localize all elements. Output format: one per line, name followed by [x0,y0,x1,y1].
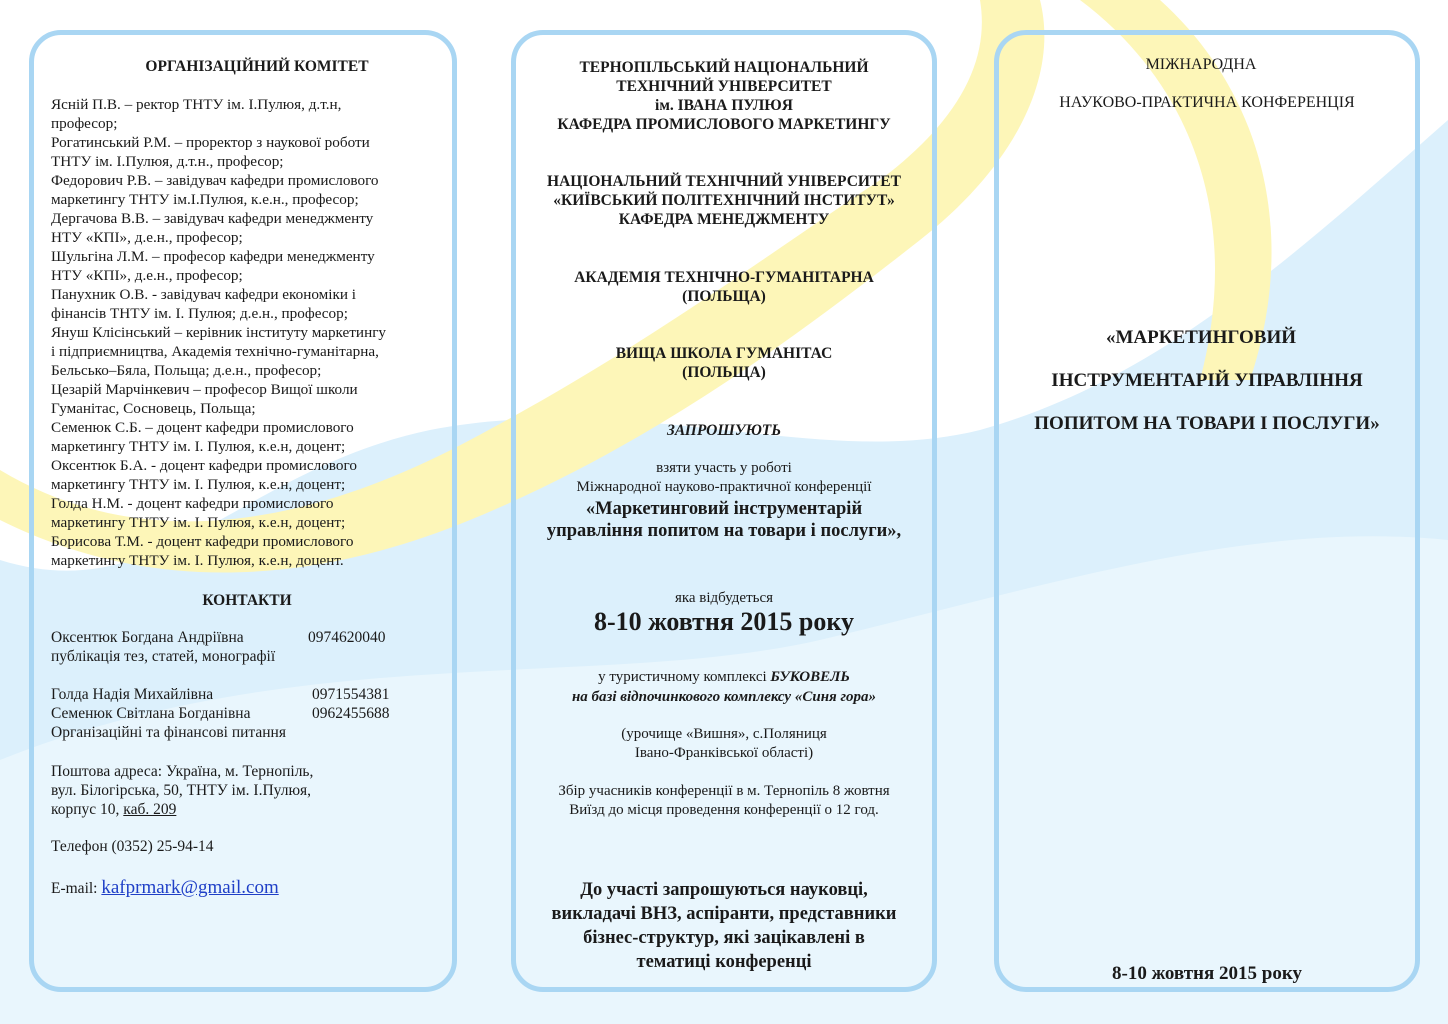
committee-line: професор; [51,115,118,132]
departure-note: Виїзд до місця проведення конференції о 12 год. [569,802,879,818]
venue-base: на базі відпочинкового комплексу «Синя гора» [571,689,877,705]
conference-kind-line: НАУКОВО-ПРАКТИЧНА КОНФЕРЕНЦІЯ [1059,94,1355,111]
phone-line: Телефон (0352) 25-94-14 [51,838,214,855]
cover-title-line: ПОПИТОМ НА ТОВАРИ І ПОСЛУГИ» [1034,413,1380,434]
contact-phone: 0962455688 [312,705,390,722]
committee-line: Бельсько–Бяла, Польща; д.е.н., професор; [51,362,322,379]
org-line: «КИЇВСЬКИЙ ПОЛІТЕХНІЧНИЙ ІНСТИТУТ» [553,192,895,209]
cover-title-line: «МАРКЕТИНГОВИЙ [1105,327,1297,348]
org-humanitas [511,344,937,382]
org-line: АКАДЕМІЯ ТЕХНІЧНО-ГУМАНІТАРНА [574,269,874,286]
venue-line [511,668,937,686]
conference-title-line: «Маркетинговий інструментарій [585,499,863,519]
right-panel [994,30,1420,992]
invitees-line: До участі запрошуються науковці, [580,880,868,900]
venue-text: у туристичному комплексі [598,669,771,685]
email-line [51,877,279,899]
committee-line: Оксентюк Б.А. - доцент кафедри промислового [51,457,357,474]
contacts-heading: КОНТАКТИ [202,592,292,609]
committee-line: Голда Н.М. - доцент кафедри промислового [51,495,334,512]
will-take-place: яка відбудеться [674,590,774,606]
org-line: ТЕХНІЧНИЙ УНІВЕРСИТЕТ [616,78,832,95]
committee-line: маркетингу ТНТУ ім. І. Пулюя, к.е.н, доцент; [51,514,346,531]
take-part-text: взяти участь у роботі [656,460,792,476]
committee-line: Шульгіна Л.М. – професор кафедри менеджменту [51,248,375,265]
committee-line: Панухник О.В. - завідувач кафедри економіки і [51,286,357,303]
contact-phone: 0974620040 [308,629,386,646]
conference-type: Міжнародної науково-практичної конференції [576,479,872,495]
invitees-block [511,878,937,974]
org-academy [511,268,937,306]
org-line: КАФЕДРА МЕНЕДЖМЕНТУ [618,211,830,228]
org-tntu [511,58,937,134]
contact-phone: 0971554381 [312,686,390,703]
conference-kind-line: МІЖНАРОДНА [1145,56,1257,73]
committee-line: фінансів ТНТУ ім. І. Пулюя; д.е.н., професор; [51,305,348,322]
venue-name: БУКОВЕЛЬ [770,669,850,685]
address-line [51,801,176,819]
contact-name: Голда Надія Михайлівна [51,686,214,703]
committee-line: Рогатинський Р.М. – проректор з наукової роботи [51,134,370,151]
email-label: E-mail: [51,880,102,897]
org-line: ім. ІВАНА ПУЛЮЯ [655,97,793,114]
contact-role: Організаційні та фінансові питання [51,724,286,741]
contact-name: Семенюк Світлана Богданівна [51,705,251,722]
email-link[interactable]: kafprmark@gmail.com [101,877,279,898]
org-kpi [511,172,937,229]
address-building: корпус 10, [51,801,124,818]
org-line: КАФЕДРА ПРОМИСЛОВОГО МАРКЕТИНГУ [557,116,891,133]
committee-heading: ОРГАНІЗАЦІЙНИЙ КОМІТЕТ [145,58,369,75]
org-line: ВИЩА ШКОЛА ГУМАНІТАС [615,345,833,362]
committee-line: Ясній П.В. – ректор ТНТУ ім. І.Пулюя, д.т.н, [51,96,342,113]
org-line: (ПОЛЬЩА) [682,364,766,381]
committee-line: Януш Клісінський – керівник інституту маркетингу [51,324,387,341]
committee-line: маркетингу ТНТУ ім. І. Пулюя, к.е.н, доцент. [51,552,344,569]
committee-line: маркетингу ТНТУ ім. І. Пулюя, к.е.н, доцент; [51,438,346,455]
committee-line: НТУ «КПІ», д.е.н., професор; [51,229,243,246]
committee-line: маркетингу ТНТУ ім.І.Пулюя, к.е.н., професор; [51,191,359,208]
committee-line: Дергачова В.В. – завідувач кафедри менеджменту [51,210,374,227]
location-line: Івано-Франківської області) [634,745,814,761]
address-room: каб. 209 [123,801,177,818]
contact-name: Оксентюк Богдана Андріївна [51,629,244,646]
address-line: Поштова адреса: Україна, м. Тернопіль, [51,763,314,780]
committee-line: НТУ «КПІ», д.е.н., професор; [51,267,243,284]
committee-line: маркетингу ТНТУ ім. І. Пулюя, к.е.н, доцент; [51,476,346,493]
invite-word: ЗАПРОШУЮТЬ [666,422,782,439]
org-line: (ПОЛЬЩА) [682,288,766,305]
cover-title-line: ІНСТРУМЕНТАРІЙ УПРАВЛІННЯ [1051,370,1363,391]
org-line: НАЦІОНАЛЬНИЙ ТЕХНІЧНИЙ УНІВЕРСИТЕТ [547,173,901,190]
conference-date: 8-10 жовтня 2015 року [594,607,854,636]
conference-title-line: управління попитом на товари і послуги», [546,521,902,541]
gathering-note: Збір учасників конференції в м. Тернопіль 8 жовтня [558,783,890,799]
committee-line: Федорович Р.В. – завідувач кафедри промислового [51,172,379,189]
committee-line: і підприємництва, Академія технічно-гуманітарна, [51,343,379,360]
contact-role: публікація тез, статей, монографії [51,648,276,665]
committee-line: ТНТУ ім. І.Пулюя, д.т.н., професор; [51,153,284,170]
committee-line: Гуманітас, Сосновець, Польща; [51,400,256,417]
committee-line: Семенюк С.Б. – доцент кафедри промислового [51,419,354,436]
location-line: (урочище «Вишня», с.Поляниця [621,726,827,742]
cover-date: 8-10 жовтня 2015 року [1112,963,1302,984]
invitees-line: викладачі ВНЗ, аспіранти, представники [551,904,897,924]
address-line: вул. Білогірська, 50, ТНТУ ім. І.Пулюя, [51,782,312,799]
committee-line: Борисова Т.М. - доцент кафедри промислового [51,533,354,550]
committee-line: Цезарій Марчінкевич – професор Вищої школи [51,381,358,398]
invitees-line: бізнес-структур, які зацікавлені в [583,928,865,948]
org-line: ТЕРНОПІЛЬСЬКИЙ НАЦІОНАЛЬНИЙ [579,59,869,76]
invitees-line: тематиці конференці [636,952,812,972]
